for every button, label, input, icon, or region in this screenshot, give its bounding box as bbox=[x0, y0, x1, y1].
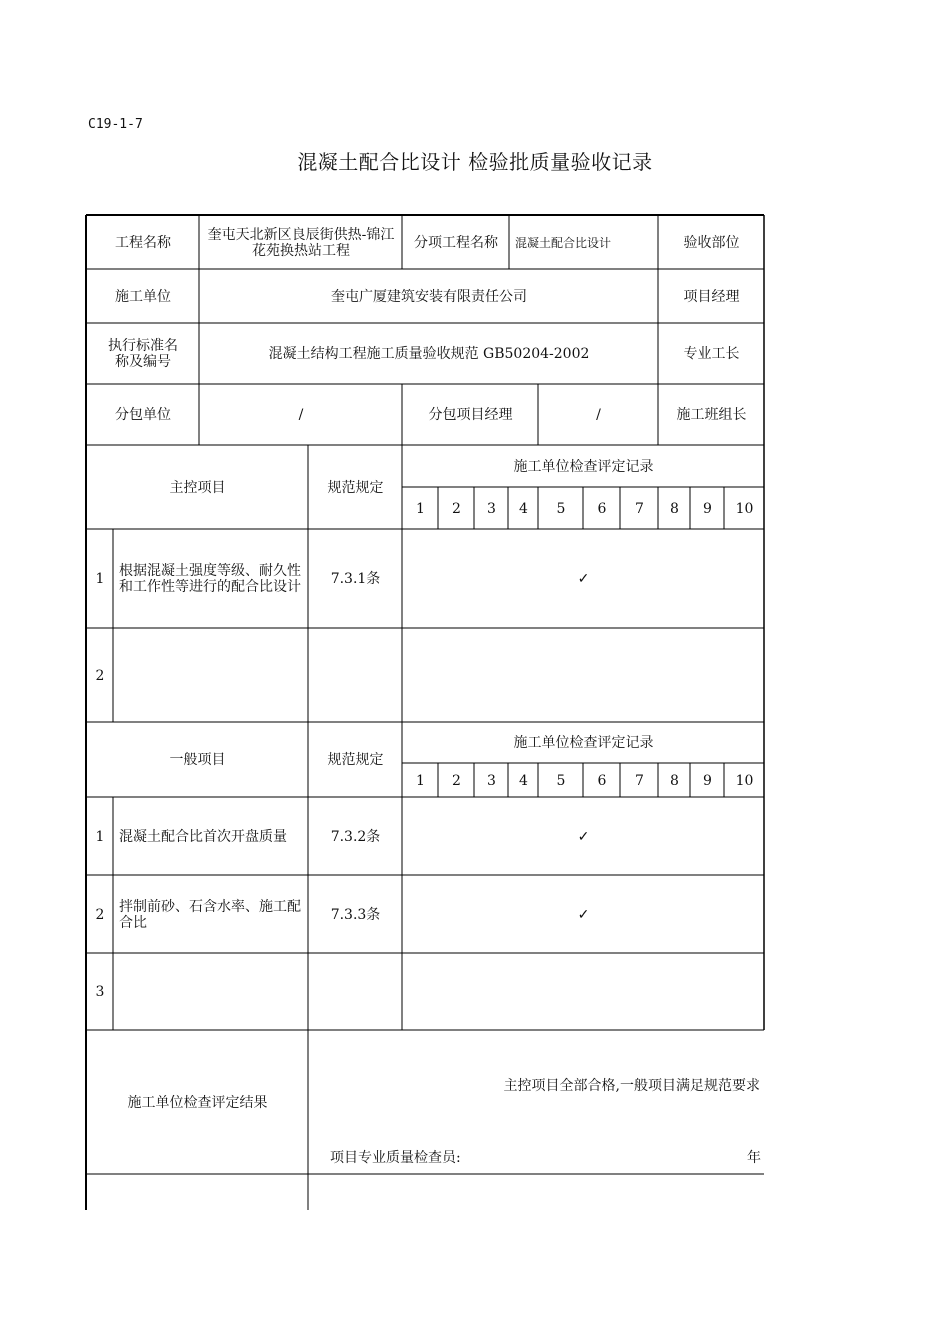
column-number: 1 bbox=[416, 772, 425, 789]
row-number: 2 bbox=[95, 667, 105, 684]
row-item bbox=[114, 954, 308, 1030]
row-spec: 7.3.1条 bbox=[330, 571, 381, 587]
row-item: 拌制前砂、石含水率、施工配合比 bbox=[119, 898, 301, 931]
page-title: 混凝土配合比设计 检验批质量验收记录 bbox=[297, 150, 653, 174]
row-item: 根据混凝土强度等级、耐久性和工作性等进行的配合比设计 bbox=[119, 563, 301, 595]
row-spec: 7.3.3条 bbox=[330, 906, 381, 923]
document-code: C19-1-7 bbox=[88, 117, 143, 132]
column-number: 4 bbox=[519, 772, 528, 789]
column-number: 8 bbox=[670, 772, 679, 789]
column-number: 2 bbox=[452, 772, 461, 789]
row-item bbox=[114, 629, 308, 722]
subcontractor-label: 分包单位 bbox=[115, 407, 171, 423]
project-name-value: 奎屯天北新区良辰街供热-锦江花苑换热站工程 bbox=[207, 226, 395, 259]
column-number: 10 bbox=[735, 500, 754, 517]
row-spec bbox=[309, 629, 402, 722]
column-number: 9 bbox=[703, 500, 712, 517]
main-spec-heading: 规范规定 bbox=[327, 479, 384, 496]
standard-value: 混凝土结构工程施工质量验收规范 GB50204-2002 bbox=[268, 346, 590, 362]
general-record-heading: 施工单位检查评定记录 bbox=[513, 735, 654, 751]
construction-unit-value: 奎屯广厦建筑安装有限责任公司 bbox=[331, 288, 527, 305]
row-number: 3 bbox=[95, 984, 105, 1000]
project-name-label: 工程名称 bbox=[115, 234, 171, 251]
column-number: 3 bbox=[487, 772, 496, 789]
column-number: 7 bbox=[635, 500, 644, 517]
row-number: 1 bbox=[95, 828, 105, 845]
year-label: 年 bbox=[747, 1150, 761, 1166]
standard-label: 执行标准名称及编号 bbox=[108, 338, 178, 370]
foreman-label: 专业工长 bbox=[683, 346, 740, 362]
construction-unit-label: 施工单位 bbox=[115, 288, 171, 305]
row-spec bbox=[309, 954, 402, 1030]
row-spec: 7.3.2条 bbox=[330, 828, 381, 845]
column-number: 6 bbox=[597, 772, 607, 789]
column-number: 7 bbox=[635, 772, 644, 789]
sub-pm-label: 分包项目经理 bbox=[428, 407, 513, 423]
acceptance-part-label: 验收部位 bbox=[683, 234, 740, 251]
column-number: 4 bbox=[519, 500, 528, 517]
column-number: 5 bbox=[556, 772, 566, 789]
row-number: 1 bbox=[95, 571, 105, 587]
column-number: 1 bbox=[416, 500, 425, 517]
column-number: 6 bbox=[597, 500, 607, 517]
sub-project-value: 混凝土配合比设计 bbox=[515, 235, 612, 250]
result-label: 施工单位检查评定结果 bbox=[127, 1094, 268, 1111]
general-heading: 一般项目 bbox=[169, 752, 226, 768]
column-number: 10 bbox=[735, 772, 754, 789]
check-mark-icon: ✓ bbox=[577, 571, 590, 587]
sub-project-label: 分项工程名称 bbox=[414, 234, 498, 251]
result-conclusion: 主控项目全部合格,一般项目满足规范要求 bbox=[503, 1078, 760, 1094]
column-number: 9 bbox=[703, 772, 712, 789]
project-manager-label: 项目经理 bbox=[683, 288, 740, 305]
main-record-heading: 施工单位检查评定记录 bbox=[513, 458, 654, 475]
row-record bbox=[403, 629, 764, 722]
team-leader-label: 施工班组长 bbox=[676, 407, 747, 423]
inspector-label: 项目专业质量检查员: bbox=[330, 1150, 461, 1166]
check-mark-icon: ✓ bbox=[577, 828, 590, 845]
column-number: 5 bbox=[556, 500, 566, 517]
subcontractor-value: / bbox=[298, 407, 304, 423]
column-number: 8 bbox=[670, 500, 679, 517]
row-number: 2 bbox=[95, 906, 105, 923]
row-record bbox=[403, 954, 764, 1030]
check-mark-icon: ✓ bbox=[577, 906, 590, 923]
sub-pm-value: / bbox=[596, 407, 601, 423]
main-control-heading: 主控项目 bbox=[169, 479, 226, 496]
general-spec-heading: 规范规定 bbox=[327, 752, 384, 768]
column-number: 3 bbox=[487, 500, 496, 517]
column-number: 2 bbox=[452, 500, 461, 517]
row-item: 混凝土配合比首次开盘质量 bbox=[119, 828, 287, 845]
